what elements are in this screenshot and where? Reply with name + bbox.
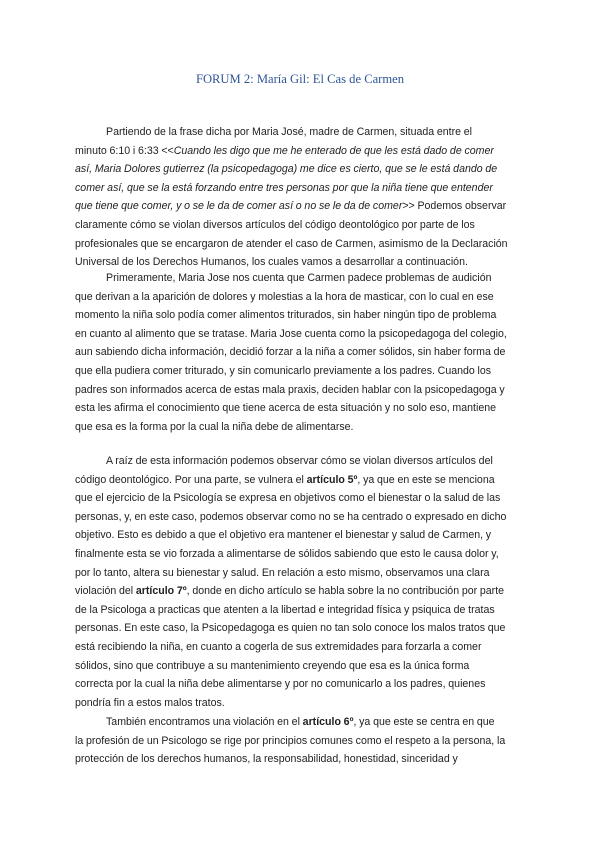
text-line: por lo tanto, altera su bienestar y salud. En relación a esto mismo, observamos una clara [75, 566, 490, 579]
text-line: código deontológico. Por una parte, se vulnera el artículo 5º, ya que en este se menciona [75, 473, 495, 486]
text-line: está recibiendo la niña, en cuanto a cogerla de sus extremidades para forzarla a comer [75, 640, 482, 653]
text-line: aun sabiendo dicha información, decidió forzar a la niña a comer sólidos, sin haber forma de [75, 346, 506, 359]
text-line: pondría fin a estos malos tratos. [75, 696, 225, 709]
text-line: Universal de los Derechos Humanos, los cuales vamos a desarrollar a continuación. [75, 256, 468, 269]
text-line: También encontramos una violación en el artículo 6º, ya que este se centra en que [106, 716, 495, 728]
paragraph-4 [75, 713, 525, 769]
text-line: claramente cómo se violan diversos artículos del código deontológico por parte de los [75, 218, 475, 231]
text-line: Partiendo de la frase dicha por Maria José, madre de Carmen, situada entre el [106, 126, 473, 138]
text-line: minuto 6:10 i 6:33 <<Cuando les digo que me he enterado de que les está dado de comer [75, 144, 494, 157]
text-line: que derivan a la aparición de dolores y molestias a la hora de masticar, con lo cual en ese [75, 290, 494, 303]
text-line: momento la niña solo podía comer alimentos triturados, sin haber ningún tipo de problema [75, 309, 497, 322]
article-reference: artículo 7º [135, 585, 187, 598]
text-line: que esa es la forma por la cual la niña debe de alimentarse. [75, 420, 354, 433]
text-line: personas, y, en este caso, podemos observar como no se ha centrado o expresado en dicho [75, 510, 507, 523]
text-line: que tiene que comer, y o se le da de comer así o no se le da de comer>> Podemos observar [75, 200, 507, 213]
text-line: padres son informados acerca de estas mala praxis, deciden hablar con la psicopedagoga y [75, 383, 505, 396]
text-line: objetivo. Esto es debido a que el objetivo era mantener el bienestar y salud de Carmen, y [75, 529, 492, 542]
article-reference: artículo 5º [306, 473, 358, 486]
text-line: profesionales que se encargaron de atender el caso de Carmen, asimismo de la Declaración [75, 237, 508, 250]
text-line: violación del artículo 7º, donde en dicho artículo se habla sobre la no contribución por parte [75, 585, 505, 598]
text-line: en cuanto al alimento que se tratase. Maria Jose cuenta como la psicopedagoga del colegio, [75, 327, 507, 340]
text-line: correcta por la cual la niña debe alimentarse y por no comunicarlo a los padres, quienes [75, 678, 486, 691]
article-reference: artículo 6º [302, 716, 354, 728]
text-line: esta les afirma el conocimiento que tiene acerca de esta situación y no solo eso, mantiene [75, 402, 496, 415]
paragraph-3 [75, 452, 525, 712]
text-line: A raíz de esta información podemos observar cómo se violan diversos artículos del [106, 455, 493, 467]
paragraph-1 [75, 123, 525, 272]
text-line: comer así, que se la está forzando entre tres personas por que la niña tiene que entender [75, 181, 493, 194]
text-line: personas. En este caso, la Psicopedagoga es quien no tan solo conoce los malos tratos que [75, 622, 506, 635]
text-line: así, Maria Dolores gutierrez (la psicopedagoga) me dice es cierto, que se le está dando de [75, 163, 498, 176]
text-line: finalmente esta se vio forzada a alimentarse de sólidos sabiendo que esto le causa dolor y, [75, 547, 499, 560]
paragraph-2 [75, 269, 525, 436]
text-line: que el ejercicio de la Psicología se expresa en objetivos como el bienestar o la salud de las [75, 492, 501, 505]
text-line: sólidos, sino que contribuye a su mantenimiento creyendo que esa es la única forma [75, 659, 470, 672]
text-line: que ella pudiera comer triturado, y sin comunicarlo previamente a los padres. Cuando los [75, 364, 492, 377]
text-line: de la Psicologa a practicas que atenten a la libertad e integridad física y psiquica de tratas [75, 603, 495, 616]
text-line: protección de los derechos humanos, la responsabilidad, honestidad, sinceridad y [75, 753, 458, 766]
text-line: la profesión de un Psicologo se rige por principios comunes como el respeto a la persona, la [75, 734, 506, 747]
text-line: Primeramente, Maria Jose nos cuenta que Carmen padece problemas de audición [106, 272, 492, 284]
document-title: FORUM 2: María Gil: El Cas de Carmen [195, 72, 405, 86]
